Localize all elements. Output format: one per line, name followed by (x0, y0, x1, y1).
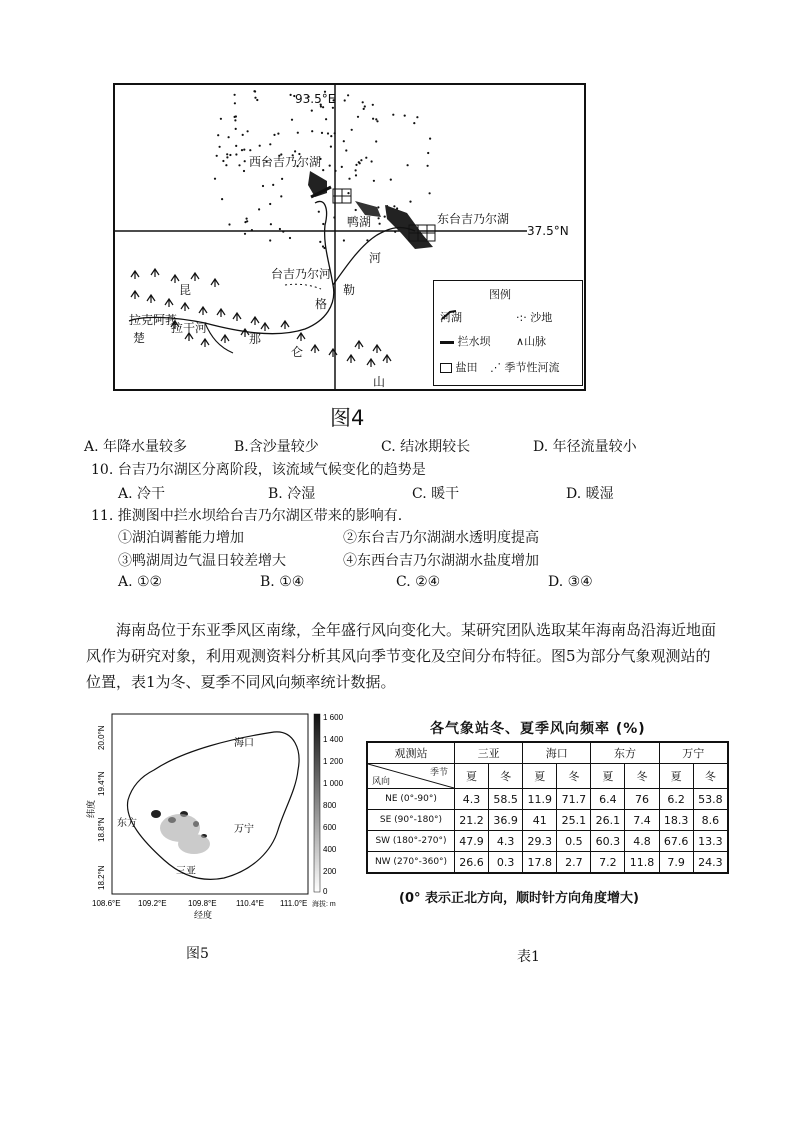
lun-label: 仑 (291, 345, 304, 359)
header-station: 海口 (523, 742, 591, 764)
value-cell: 6.4 (591, 789, 625, 810)
value-cell: 26.6 (455, 852, 489, 874)
value-cell: 36.9 (489, 810, 523, 831)
x-axis-label: 经度 (194, 910, 213, 920)
q11-stem: 11. 推测图中拦水坝给台吉乃尔湖区带来的影响有. (91, 508, 403, 524)
header-station: 东方 (591, 742, 659, 764)
value-cell: 4.3 (455, 789, 489, 810)
table-row (367, 831, 728, 852)
he-label: 河 (369, 251, 382, 265)
scale-tick: 400 (323, 845, 337, 854)
q11-statement-4: ④东西台吉乃尔湖湖水盐度增加 (343, 553, 539, 569)
q11-statement-2: ②东台吉乃尔湖湖水透明度提高 (343, 530, 539, 546)
header-station: 万宁 (659, 742, 728, 764)
shan-label: 山 (373, 375, 386, 389)
q11-option-b: B. ①④ (260, 574, 305, 590)
dam-icon (440, 341, 454, 344)
season-cell: 夏 (455, 764, 489, 789)
river-lake-icon (440, 309, 458, 321)
value-cell: 53.8 (693, 789, 728, 810)
q9-option-a: A. 年降水量较多 (84, 439, 188, 455)
q10-option-d: D. 暖湿 (566, 486, 614, 502)
longitude-label: 93.5°E (295, 92, 336, 106)
scale-tick: 200 (323, 867, 337, 876)
value-cell: 18.3 (659, 810, 693, 831)
west-lake-label: 西台吉乃尔湖 (249, 155, 322, 169)
y-tick: 19.4°N (97, 771, 106, 796)
x-axis-ticks (92, 899, 307, 908)
table-season-row (367, 764, 728, 789)
scale-tick: 600 (323, 823, 337, 832)
salt-field-icon (440, 363, 452, 373)
table-note: (0° 表示正北方向，顺时针方向角度增大) (399, 891, 639, 906)
value-cell: 24.3 (693, 852, 728, 874)
chu-label: 楚 (133, 331, 146, 345)
east-lake-label: 东台吉乃尔湖 (437, 212, 510, 226)
season-cell: 冬 (693, 764, 728, 789)
table-row (367, 810, 728, 831)
station-dongfang: 东方 (117, 818, 137, 829)
legend-title: 图例 (489, 288, 511, 301)
scale-unit: 海拔: m (312, 901, 336, 908)
value-cell: 26.1 (591, 810, 625, 831)
q9-option-d: D. 年径流量较小 (533, 439, 637, 455)
y-tick: 20.0°N (97, 725, 106, 750)
q11-statement-1: ①湖泊调蓄能力增加 (118, 530, 244, 546)
figure-5-hainan-map (84, 710, 356, 925)
season-cell: 冬 (625, 764, 659, 789)
y-tick: 18.2°N (97, 865, 106, 890)
value-cell: 4.8 (625, 831, 659, 852)
mountain-icon: ∧ (516, 335, 525, 348)
scale-tick: 800 (323, 801, 337, 810)
season-cell: 夏 (523, 764, 557, 789)
diagonal-header-cell (367, 764, 455, 789)
lakemo-label: 拉克阿莪 (129, 313, 178, 327)
x-tick: 109.8°E (188, 899, 217, 908)
value-cell: 7.4 (625, 810, 659, 831)
y-axis-ticks (97, 725, 106, 890)
value-cell: 25.1 (557, 810, 591, 831)
seasonal-river-icon: ⋰ (490, 361, 501, 374)
q11-option-a: A. ①② (118, 574, 163, 590)
direction-header: 风向 (372, 777, 391, 787)
value-cell: 29.3 (523, 831, 557, 852)
value-cell: 58.5 (489, 789, 523, 810)
table-header-row (367, 742, 728, 764)
value-cell: 67.6 (659, 831, 693, 852)
map-legend (433, 280, 583, 386)
x-tick: 109.2°E (138, 899, 167, 908)
elevation-scale-ticks (323, 713, 344, 896)
header-station: 三亚 (455, 742, 523, 764)
station-sanya: 三亚 (176, 866, 196, 877)
ge-label: 格 (315, 297, 328, 311)
le-label: 勒 (343, 283, 356, 297)
figure-4-caption: 图4 (330, 406, 365, 430)
scale-tick: 1 200 (323, 757, 344, 766)
value-cell: 6.2 (659, 789, 693, 810)
legend-seasonal-river: ⋰ 季节性河流 (490, 361, 560, 374)
y-tick: 18.8°N (97, 817, 106, 842)
figure-4-map (113, 83, 586, 391)
passage-paragraph: 海南岛位于东亚季风区南缘，全年盛行风向变化大。某研究团队选取某年海南岛沿海近地面风作为研究对象，利用观测资料分析其风向季节变化及空间分布特征。图5为部分气象观测站的位置，表1为冬、夏季不同风向频率统计数据。 (86, 621, 717, 691)
na-label: 那 (249, 332, 262, 346)
scale-tick: 1 000 (323, 779, 344, 788)
legend-salt-field: 盐田 (440, 359, 478, 375)
value-cell: 11.8 (625, 852, 659, 874)
value-cell: 0.5 (557, 831, 591, 852)
value-cell: 13.3 (693, 831, 728, 852)
latitude-label: 37.5°N (527, 224, 569, 238)
q11-option-d: D. ③④ (548, 574, 593, 590)
legend-river-lake: 河湖 (440, 311, 462, 324)
q10-option-c: C. 暖干 (412, 486, 460, 502)
seasonal-river (285, 284, 321, 289)
table-row (367, 789, 728, 810)
q10-option-b: B. 冷湿 (268, 486, 316, 502)
legend-mountain: ∧山脉 (516, 335, 547, 348)
q10-stem: 10. 台吉乃尔湖区分离阶段，该流域气候变化的趋势是 (91, 462, 426, 478)
season-cell: 冬 (489, 764, 523, 789)
value-cell: 7.2 (591, 852, 625, 874)
q9-option-b: B.含沙量较少 (234, 439, 319, 455)
direction-cell: SW (180°-270°) (367, 831, 455, 852)
value-cell: 47.9 (455, 831, 489, 852)
table-body (367, 789, 728, 874)
station-haikou: 海口 (234, 738, 254, 749)
value-cell: 21.2 (455, 810, 489, 831)
y-axis-label: 纬度 (86, 799, 96, 818)
value-cell: 7.9 (659, 852, 693, 874)
x-tick: 111.0°E (280, 899, 308, 908)
q10-option-a: A. 冷干 (118, 486, 166, 502)
season-header: 季节 (429, 768, 448, 778)
direction-cell: SE (90°-180°) (367, 810, 455, 831)
x-tick: 110.4°E (236, 899, 264, 908)
value-cell: 0.3 (489, 852, 523, 874)
sand-icon: ·:· (516, 311, 527, 324)
value-cell: 2.7 (557, 852, 591, 874)
value-cell: 8.6 (693, 810, 728, 831)
table-1-title: 各气象站冬、夏季风向频率 (%) (430, 721, 646, 737)
q11-option-c: C. ②④ (396, 574, 441, 590)
kun-label: 昆 (179, 283, 192, 297)
taiji-river-label: 台吉乃尔河 (271, 267, 332, 281)
table-1-caption: 表1 (517, 949, 540, 965)
scale-tick: 1 400 (323, 735, 344, 744)
value-cell: 4.3 (489, 831, 523, 852)
direction-cell: NE (0°-90°) (367, 789, 455, 810)
header-station-cell: 观测站 (367, 742, 455, 764)
x-tick: 108.6°E (92, 899, 121, 908)
duck-lake-label: 鸭湖 (347, 215, 372, 229)
wind-frequency-table (366, 741, 729, 874)
value-cell: 11.9 (523, 789, 557, 810)
legend-dam: 拦水坝 (440, 333, 491, 349)
direction-cell: NW (270°-360°) (367, 852, 455, 874)
value-cell: 60.3 (591, 831, 625, 852)
season-cell: 夏 (591, 764, 625, 789)
season-cell: 冬 (557, 764, 591, 789)
scale-tick: 1 600 (323, 713, 344, 722)
legend-sand: ·:· 沙地 (516, 311, 553, 324)
q11-statement-3: ③鸭湖周边气温日较差增大 (118, 553, 286, 569)
value-cell: 41 (523, 810, 557, 831)
table-row (367, 852, 728, 874)
hainan-map-drawing (84, 710, 356, 925)
value-cell: 71.7 (557, 789, 591, 810)
figure-5-caption: 图5 (186, 946, 209, 962)
scale-tick: 0 (323, 887, 328, 896)
value-cell: 76 (625, 789, 659, 810)
q9-option-c: C. 结冰期较长 (381, 439, 471, 455)
value-cell: 17.8 (523, 852, 557, 874)
station-wanning: 万宁 (234, 824, 254, 835)
season-cell: 夏 (659, 764, 693, 789)
elevation-scale-bar (314, 714, 320, 892)
lagan-label: 拉干河 (171, 321, 208, 335)
